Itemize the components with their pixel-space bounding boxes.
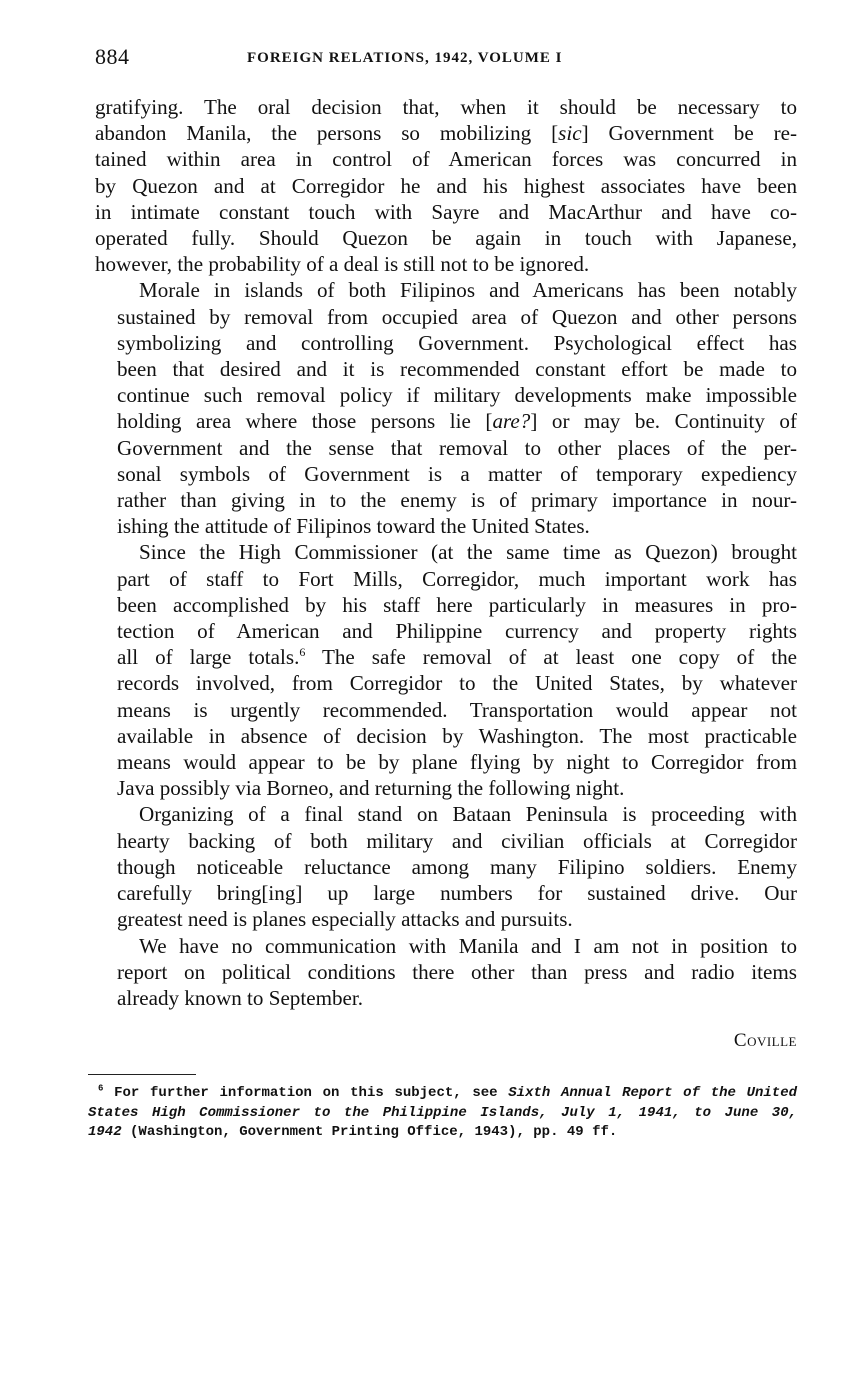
text-line xyxy=(95,670,797,696)
text-line xyxy=(95,644,797,670)
text-run: tection of American and Philippine currency and property rights xyxy=(117,619,797,644)
text-line xyxy=(95,723,797,749)
text-run: report on political conditions there other than press and radio items xyxy=(117,959,797,984)
text-line xyxy=(95,330,797,356)
text-run: The safe removal of at least one copy of the xyxy=(305,645,797,670)
text-run: tained within area in control of American forces was concurred in xyxy=(95,147,797,172)
text-line xyxy=(95,513,797,539)
body-text xyxy=(95,94,797,1011)
text-run: operated fully. Should Quezon be again in touch with Japanese, xyxy=(95,226,797,251)
text-run: means would appear to be by plane flying by night to Corregidor from xyxy=(117,750,797,775)
text-line xyxy=(95,697,797,723)
paragraph xyxy=(95,539,797,801)
text-line xyxy=(95,304,797,330)
text-run: part of staff to Fort Mills, Corregidor, much important work has xyxy=(117,566,797,591)
footnotes xyxy=(88,1084,797,1143)
text-run: Organizing of a final stand on Bataan Peninsula is proceeding with xyxy=(139,802,797,827)
text-line xyxy=(95,959,797,985)
text-line xyxy=(95,749,797,775)
text-line xyxy=(95,854,797,880)
signature: Coville xyxy=(733,1030,797,1051)
text-line xyxy=(95,120,797,146)
text-run: records involved, from Corregidor to the United States, by whatever xyxy=(117,671,797,696)
text-line xyxy=(95,880,797,906)
text-run: means is urgently recommended. Transportation would appear not xyxy=(117,697,797,722)
text-run: all of large totals. xyxy=(117,645,300,670)
text-run: symbolizing and controlling Government. Psychological effect has xyxy=(117,330,797,355)
text-run: Java possibly via Borneo, and returning the following night. xyxy=(117,776,625,801)
italic-text: Sixth Annual Report of the United xyxy=(508,1085,798,1101)
text-line xyxy=(95,566,797,592)
text-run: ishing the attitude of Filipinos toward the United States. xyxy=(117,514,590,539)
text-line xyxy=(95,801,797,827)
text-run: Since the High Commissioner (at the same time as Quezon) brought xyxy=(139,540,797,565)
text-run: been that desired and it is recommended constant effort be made to xyxy=(117,357,797,382)
text-run: gratifying. The oral decision that, when it should be necessary to xyxy=(95,95,797,119)
text-run: continue such removal policy if military developments make impossible xyxy=(117,383,797,408)
footnote xyxy=(88,1084,797,1143)
text-line xyxy=(95,775,797,801)
text-run: been accomplished by his staff here particularly in measures in pro- xyxy=(117,592,797,617)
text-line xyxy=(95,435,797,461)
footnote-rule xyxy=(88,1074,196,1075)
text-run: though noticeable reluctance among many Filipino soldiers. Enemy xyxy=(117,854,797,879)
text-run: however, the probability of a deal is still not to be ignored. xyxy=(95,252,590,277)
text-run: (Washington, Government Printing Office, 1943), pp. 49 ff. xyxy=(121,1124,618,1140)
text-run: in intimate constant touch with Sayre and MacArthur and have co- xyxy=(95,199,797,224)
text-run: hearty backing of both military and civilian officials at Corregidor xyxy=(117,828,797,853)
page-header xyxy=(95,44,797,76)
footnote-line xyxy=(88,1084,797,1104)
text-run: ] Government be re- xyxy=(581,121,797,146)
paragraph xyxy=(95,933,797,1012)
text-line xyxy=(95,487,797,513)
text-line xyxy=(95,251,797,277)
text-line xyxy=(95,356,797,382)
text-line xyxy=(95,461,797,487)
text-run: rather than giving in to the enemy is of primary importance in nour- xyxy=(117,488,797,513)
text-run: Government and the sense that removal to other places of the per- xyxy=(117,435,797,460)
paragraph xyxy=(95,801,797,932)
italic-text: States High Commissioner to the Philippine Islands, July 1, 1941, to June 30, xyxy=(88,1104,797,1121)
text-line xyxy=(95,382,797,408)
text-run: ] or may be. Continuity of xyxy=(530,409,797,434)
text-run: abandon Manila, the persons so mobilizing [ xyxy=(95,121,559,146)
text-line xyxy=(95,592,797,618)
text-run: already known to September. xyxy=(117,985,364,1010)
text-line xyxy=(95,985,797,1011)
running-head: FOREIGN RELATIONS, 1942, VOLUME I xyxy=(247,50,563,66)
text-line xyxy=(95,277,797,303)
text-line xyxy=(95,94,797,120)
italic-text: are? xyxy=(492,409,531,434)
text-run: sonal symbols of Government is a matter of temporary expediency xyxy=(117,461,797,486)
text-line xyxy=(95,906,797,932)
text-run: greatest need is planes especially attacks and pursuits. xyxy=(117,907,573,932)
text-line xyxy=(95,828,797,854)
paragraph xyxy=(95,94,797,277)
text-line xyxy=(95,146,797,172)
footnote-reference: 6 xyxy=(299,645,306,660)
text-line xyxy=(95,933,797,959)
text-run: by Quezon and at Corregidor he and his highest associates have been xyxy=(95,173,797,198)
footnote-line xyxy=(88,1104,797,1124)
text-line xyxy=(95,618,797,644)
text-run: holding area where those persons lie [ xyxy=(117,409,493,434)
text-run: We have no communication with Manila and I am not in position to xyxy=(139,933,797,958)
text-run: Morale in islands of both Filipinos and Americans has been notably xyxy=(139,278,797,303)
page-number: 884 xyxy=(95,44,130,69)
italic-text: sic xyxy=(558,121,582,146)
text-run: carefully bring[ing] up large numbers for sustained drive. Our xyxy=(117,881,797,906)
text-run: available in absence of decision by Washington. The most practicable xyxy=(117,723,797,748)
text-line xyxy=(95,539,797,565)
italic-text: 1942 xyxy=(88,1124,122,1140)
text-line xyxy=(95,199,797,225)
text-line xyxy=(95,225,797,251)
paragraph xyxy=(95,277,797,539)
text-run: For further information on this subject, see xyxy=(114,1085,509,1101)
text-line xyxy=(95,173,797,199)
footnote-line xyxy=(88,1123,797,1143)
text-run: sustained by removal from occupied area of Quezon and other persons xyxy=(117,304,797,329)
footnote-marker: 6 xyxy=(98,1083,104,1094)
text-line xyxy=(95,408,797,434)
